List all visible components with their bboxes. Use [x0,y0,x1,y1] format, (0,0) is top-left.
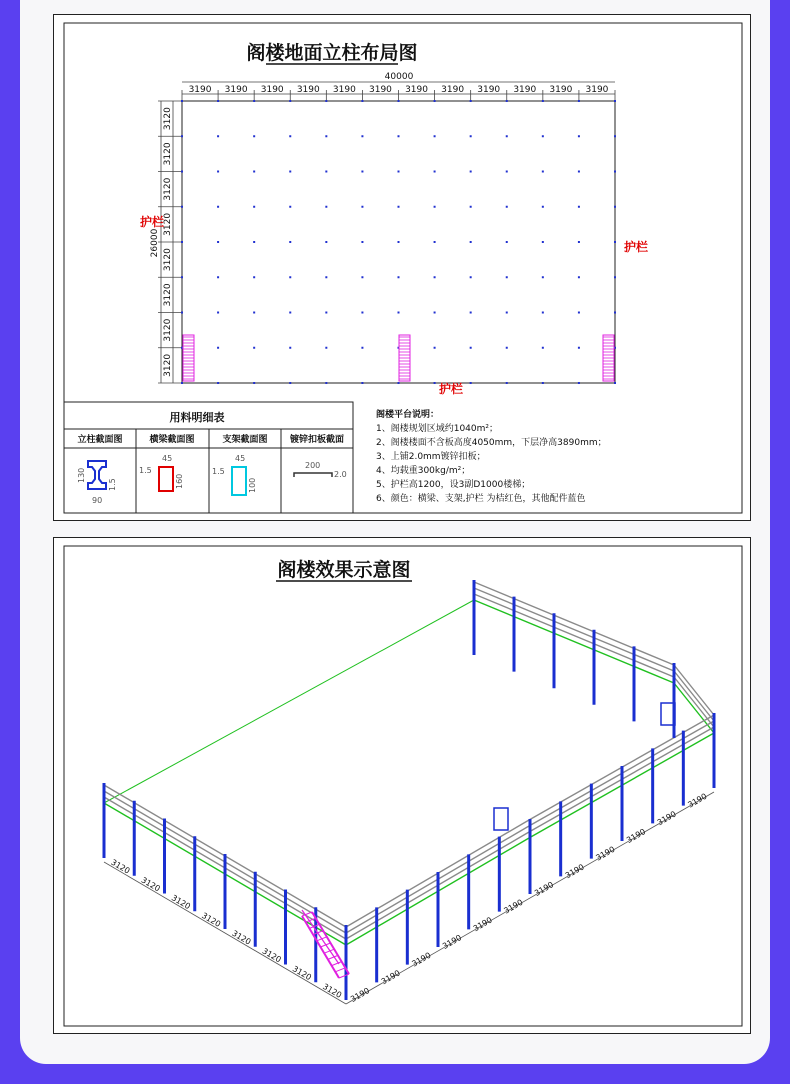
front-dim-label: 3120 [321,981,344,1000]
right-dim-label: 3190 [379,968,402,987]
column-dot [217,100,219,102]
table-header-bracket: 支架截面图 [222,435,268,445]
column-dot [542,312,544,314]
column-dot [614,276,616,278]
column-dot [253,276,255,278]
column-dot [217,206,219,208]
column-dot [289,206,291,208]
materials-table-title: 用料明细表 [169,411,225,424]
column-dot [614,241,616,243]
column-dot [325,206,327,208]
column-dot [578,135,580,137]
bracket-dim-thickness: 1.5 [212,467,225,476]
column-dot [398,241,400,243]
column-dot [542,100,544,102]
guardrail-label-left: 护栏 [140,215,165,229]
column-dot [398,100,400,102]
column-dot [361,206,363,208]
column-dot [470,135,472,137]
column-dot [578,276,580,278]
column-dot [181,276,183,278]
top-dim-label: 3190 [405,85,428,95]
right-dim-label: 3190 [563,862,586,881]
column-dot [434,171,436,173]
front-dim-label: 3120 [230,928,253,947]
column-dot [470,276,472,278]
column-dot [470,171,472,173]
left-dimensions [158,101,182,383]
top-dim-label: 3190 [477,85,501,95]
column-dot [181,312,183,314]
column-dim-width: 90 [92,496,103,505]
column-dot [470,206,472,208]
right-dim-label: 3190 [441,933,464,951]
column-dot [289,276,291,278]
guardrail-label-bottom: 护栏 [439,382,464,396]
left-dim-label: 3120 [163,318,173,342]
iso-stair-middle [494,703,675,830]
column-dot [289,171,291,173]
beam-dim-width: 45 [162,454,173,463]
column-dot [361,347,363,349]
note-item: 2、阁楼楼面不含板高度4050mm，下层净高3890mm； [376,438,607,448]
column-dot [542,241,544,243]
total-width-label: 40000 [384,72,414,82]
column-dot [325,382,327,384]
column-dot [398,276,400,278]
back-guardrail [474,582,674,665]
column-dot [181,100,183,102]
stair-tread [317,937,327,941]
table-header-column: 立柱截面图 [77,435,123,445]
column-dot [253,100,255,102]
top-dim-label: 3190 [585,85,609,95]
right-dim-label: 3190 [625,827,648,845]
layout-title: 阁楼地面立柱布局图 [246,42,418,64]
column-dot [614,206,616,208]
column-dot [614,312,616,314]
column-dot [361,171,363,173]
back-guardrail [474,600,674,683]
column-dot [253,171,255,173]
column-dot [506,206,508,208]
effect-title: 阁楼效果示意图 [277,559,411,581]
stair-gate [494,808,508,830]
isometric-mezzanine [104,580,714,1004]
column-dot [253,347,255,349]
plate-dim-thickness: 2.0 [334,470,347,479]
column-dot [217,171,219,173]
column-dot [434,100,436,102]
note-item: 6、颜色：横梁、支架,护栏 为桔红色，其他配件蓝色 [376,494,586,504]
front-dim-label: 3120 [169,893,192,912]
column-dot [434,206,436,208]
column-dot [325,100,327,102]
column-dot [614,171,616,173]
column-dot [506,312,508,314]
column-dot [361,135,363,137]
right-dim-label: 3190 [471,915,494,934]
column-dot [542,347,544,349]
column-dot [434,276,436,278]
column-dot [289,241,291,243]
column-dot [470,382,472,384]
column-dot [325,171,327,173]
top-dim-label: 3190 [549,85,573,95]
column-dot [506,382,508,384]
guardrail-label-right: 护栏 [624,240,649,254]
column-dot [434,347,436,349]
right-dim-label: 3190 [533,880,556,898]
column-dot [361,382,363,384]
stair-left [183,335,194,381]
column-dot [253,382,255,384]
top-dim-label: 3190 [369,85,392,95]
inner-frame [64,546,742,1026]
column-dot [253,241,255,243]
column-dot [181,241,183,243]
column-dot [325,312,327,314]
column-dot [253,312,255,314]
front-dim-label: 3120 [260,946,283,965]
column-dot [542,171,544,173]
column-dot [578,347,580,349]
plate-dim-width: 200 [305,461,321,470]
column-dot [217,382,219,384]
column-dot [542,382,544,384]
column-dot [398,312,400,314]
column-dot [434,382,436,384]
column-dot [325,241,327,243]
column-dot [253,206,255,208]
column-dot [434,312,436,314]
stair-middle [399,335,410,381]
bracket-dim-width: 45 [235,454,246,463]
right-dim-label: 3190 [502,897,525,916]
top-dim-label: 3190 [441,85,465,95]
left-dim-label: 3120 [163,142,173,166]
column-dot [506,241,508,243]
top-dim-label: 3190 [188,85,212,95]
front-dim-label: 3120 [290,964,313,983]
stair-right [603,335,614,381]
column-dot [217,347,219,349]
column-dot [578,100,580,102]
column-dot [398,171,400,173]
column-dot [506,276,508,278]
stair-tread [332,962,342,966]
column-dot [470,241,472,243]
note-item: 1、阁楼规划区域约1040m²； [376,424,499,434]
column-dot [289,347,291,349]
top-dim-label: 3190 [332,85,356,95]
column-dot [253,135,255,137]
column-dot [289,100,291,102]
column-dot [470,347,472,349]
column-dot [506,135,508,137]
column-dot [361,241,363,243]
beam-dim-height: 160 [175,473,184,489]
left-dim-label: 3120 [163,177,173,201]
column-dot [578,206,580,208]
table-header-beam: 横梁截面图 [149,435,195,445]
top-dim-label: 3190 [224,85,248,95]
layout-drawing [54,15,750,520]
left-dim-label: 3120 [163,353,173,377]
column-dot [506,347,508,349]
column-dot [217,241,219,243]
top-dimensions [182,85,615,101]
front-dim-label: 3120 [139,875,162,894]
effect-panel [53,537,751,1034]
plate-section-drawing [294,461,347,479]
column-dot [181,382,183,384]
column-dot [506,100,508,102]
left-dim-label: 3120 [163,283,173,307]
top-dim-label: 3190 [513,85,537,95]
column-dot [542,135,544,137]
column-dot [470,100,472,102]
right-guardrail [674,677,714,727]
column-dot [217,312,219,314]
column-dot [289,312,291,314]
left-dim-label: 3120 [163,212,173,236]
effect-drawing [54,538,750,1033]
column-dot [578,312,580,314]
note-item: 5、护栏高1200，设3副D1000楼梯； [376,480,531,490]
back-guardrail [474,588,674,671]
column-section-drawing [77,461,117,505]
beam-section-drawing [139,454,184,491]
column-dot [289,135,291,137]
column-dot [325,276,327,278]
column-dot [181,206,183,208]
layout-panel [53,14,751,521]
right-dim-label: 3190 [655,809,678,828]
front-dim-label: 3120 [109,857,132,876]
column-dot [578,241,580,243]
column-dot [542,276,544,278]
back-edge-left [104,600,474,803]
column-dot [578,171,580,173]
back-guardrail [474,594,674,677]
column-dot [434,135,436,137]
top-dim-label: 3190 [296,85,320,95]
right-guardrail [674,671,714,721]
note-item: 3、上铺2.0mm镀锌扣板； [376,452,486,462]
column-dim-thickness: 1.5 [108,478,117,491]
column-dot [361,276,363,278]
bracket-section-drawing [212,454,257,495]
column-dot [181,135,183,137]
column-dot [578,382,580,384]
column-dot [217,135,219,137]
note-item: 4、均载重300kg/m²； [376,466,471,476]
column-dot [181,171,183,173]
column-dim-height: 130 [77,467,86,483]
column-dot [398,382,400,384]
column-dot [289,382,291,384]
column-dot [542,206,544,208]
top-dim-label: 3190 [260,85,284,95]
column-dot [398,206,400,208]
front-dim-label: 3120 [200,910,223,929]
column-dot [434,241,436,243]
left-dim-label: 3120 [163,248,173,272]
beam-dim-thickness: 1.5 [139,466,152,475]
column-dot [470,312,472,314]
left-dim-label: 3120 [163,107,173,131]
column-dot [217,276,219,278]
column-dot [614,382,616,384]
right-dim-label: 3190 [594,844,617,863]
column-dot [614,100,616,102]
bracket-dim-height: 100 [248,477,257,493]
stair-tread [335,968,345,972]
column-dot [325,347,327,349]
column-dot [398,135,400,137]
column-dot [614,135,616,137]
column-dot [361,312,363,314]
total-depth-label: 26000 [150,228,160,258]
right-dim-label: 3190 [686,791,709,810]
right-dim-label: 3190 [410,950,433,969]
right-dim-label: 3190 [349,986,372,1004]
table-header-plate: 镀锌扣板截面 [289,435,345,445]
notes-title: 阁楼平台说明： [376,410,440,420]
column-dot [325,135,327,137]
column-dot [361,100,363,102]
column-dot [506,171,508,173]
